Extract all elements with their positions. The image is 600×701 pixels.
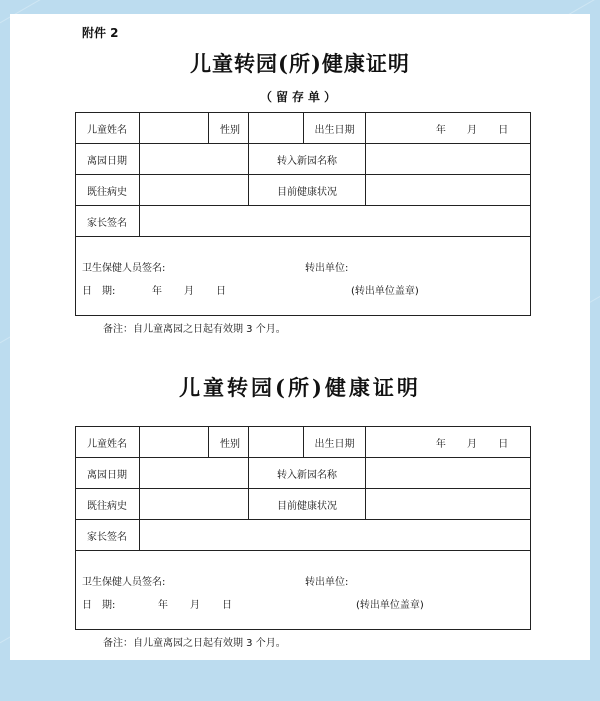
form-subtitle: （留存单） (259, 90, 340, 104)
gender-field[interactable] (249, 427, 304, 458)
form-title: 儿童转园(所)健康证明 (190, 51, 410, 76)
medical-history-field[interactable] (140, 489, 249, 520)
leave-date-field[interactable] (140, 458, 249, 489)
child-name-field[interactable] (140, 113, 209, 144)
seal-label: (转出单位盖章) (356, 600, 424, 611)
leave-date-field[interactable] (140, 144, 249, 175)
parent-signature-label: 家长签名 (76, 520, 140, 551)
health-certificate-table (75, 426, 531, 630)
new-kindergarten-label: 转入新园名称 (249, 144, 366, 175)
gender-label: 性别 (209, 113, 249, 144)
birth-date-label: 出生日期 (304, 113, 366, 144)
day-label: 日 (222, 600, 232, 611)
health-certificate-table (75, 112, 531, 316)
leave-date-label: 离园日期 (76, 458, 140, 489)
new-kindergarten-label: 转入新园名称 (249, 458, 366, 489)
date-label: 日 期: (82, 286, 116, 297)
signature-block[interactable] (76, 237, 531, 316)
child-name-field[interactable] (140, 427, 209, 458)
health-staff-signature-label: 卫生保健人员签名: (82, 263, 166, 274)
current-health-field[interactable] (366, 489, 531, 520)
signature-block[interactable] (76, 551, 531, 630)
health-staff-signature-label: 卫生保健人员签名: (82, 577, 166, 588)
current-health-field[interactable] (366, 175, 531, 206)
attachment-label: 附件 2 (82, 26, 119, 40)
gender-field[interactable] (249, 113, 304, 144)
birth-date-field[interactable] (366, 427, 531, 458)
month-label: 月 (184, 286, 194, 297)
date-label: 日 期: (82, 600, 116, 611)
year-label: 年 (152, 286, 162, 297)
day-label: 日 (498, 124, 509, 136)
year-label: 年 (435, 124, 446, 136)
parent-signature-field[interactable] (140, 520, 531, 551)
child-name-label: 儿童姓名 (76, 427, 140, 458)
form-title: 儿童转园(所)健康证明 (179, 375, 421, 400)
validity-note: 备注：自儿童离园之日起有效期 3 个月。 (103, 324, 286, 335)
current-health-label: 目前健康状况 (249, 175, 366, 206)
month-label: 月 (190, 600, 200, 611)
new-kindergarten-field[interactable] (366, 458, 531, 489)
gender-label: 性别 (209, 427, 249, 458)
parent-signature-field[interactable] (140, 206, 531, 237)
seal-label: (转出单位盖章) (351, 286, 419, 297)
medical-history-field[interactable] (140, 175, 249, 206)
document-page (10, 14, 590, 660)
year-label: 年 (435, 438, 446, 450)
day-label: 日 (498, 438, 509, 450)
validity-note: 备注：自儿童离园之日起有效期 3 个月。 (103, 638, 286, 649)
new-kindergarten-field[interactable] (366, 144, 531, 175)
parent-signature-label: 家长签名 (76, 206, 140, 237)
month-label: 月 (467, 438, 477, 450)
medical-history-label: 既往病史 (76, 489, 140, 520)
current-health-label: 目前健康状况 (249, 489, 366, 520)
leave-date-label: 离园日期 (76, 144, 140, 175)
child-name-label: 儿童姓名 (76, 113, 140, 144)
birth-date-label: 出生日期 (304, 427, 366, 458)
birth-date-field[interactable] (366, 113, 531, 144)
month-label: 月 (467, 124, 477, 136)
medical-history-label: 既往病史 (76, 175, 140, 206)
transfer-unit-label: 转出单位: (305, 263, 349, 274)
year-label: 年 (158, 600, 168, 611)
day-label: 日 (216, 286, 226, 297)
transfer-unit-label: 转出单位: (305, 577, 349, 588)
